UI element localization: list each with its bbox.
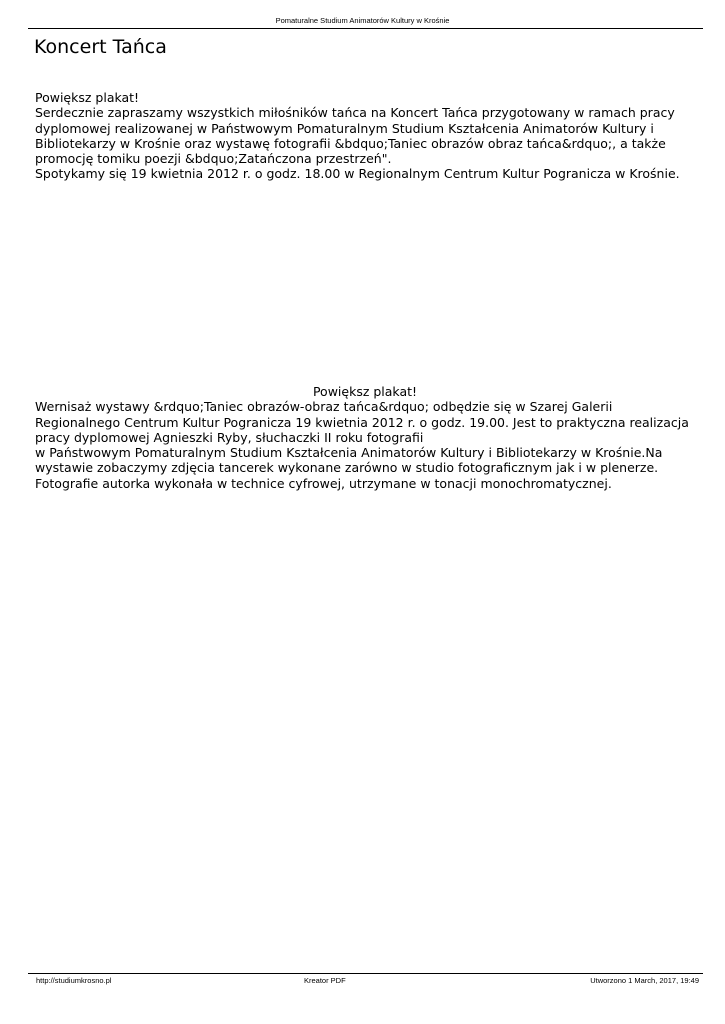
article-section-exhibition xyxy=(35,384,695,491)
paragraph-line: pracy dyplomowej Agnieszki Ryby, słuchaczki II roku fotografii xyxy=(35,429,424,445)
enlarge-poster-link[interactable]: Powiększ plakat! xyxy=(312,384,418,399)
paragraph-line: Serdecznie zapraszamy wszystkich miłośników tańca na Koncert Tańca przygotowany w ramach pracy xyxy=(35,105,675,121)
page-header: Pomaturalne Studium Animatorów Kultury w Krośnie xyxy=(275,16,450,25)
enlarge-poster-link[interactable]: Powiększ plakat! xyxy=(35,90,140,105)
paragraph-line: Bibliotekarzy w Krośnie oraz wystawę fotografii &bdquo;Taniec obrazów obraz tańca&rdquo;, a także xyxy=(35,135,666,151)
article-section-concert xyxy=(35,90,695,182)
footer-site-url[interactable]: http://studiumkrosno.pl xyxy=(36,976,112,985)
footer-created-date: Utworzono 1 March, 2017, 19:49 xyxy=(590,976,699,985)
paragraph-line: Wernisaż wystawy &rdquo;Taniec obrazów-obraz tańca&rdquo; odbędzie się w Szarej Galerii xyxy=(35,399,613,415)
paragraph-line: Fotografie autorka wykonała w technice cyfrowej, utrzymane w tonacji monochromatycznej. xyxy=(35,475,612,491)
paragraph-line: Spotykamy się 19 kwietnia 2012 r. o godz. 18.00 w Regionalnym Centrum Kultur Pogranicza w Krośnie. xyxy=(35,166,680,182)
page-title: Koncert Tańca xyxy=(34,36,167,58)
paragraph-line: promocję tomiku poezji &bdquo;Zatańczona przestrzeń". xyxy=(35,151,392,167)
paragraph-line: Regionalnego Centrum Kultur Pogranicza 19 kwietnia 2012 r. o godz. 19.00. Jest to praktyczna realizacja xyxy=(35,414,689,430)
page-footer xyxy=(36,976,699,986)
header-divider xyxy=(28,28,703,29)
paragraph-line: dyplomowej realizowanej w Państwowym Pomaturalnym Studium Kształcenia Animatorów Kultury i xyxy=(35,120,654,136)
footer-divider xyxy=(28,973,703,974)
footer-generator: Kreator PDF xyxy=(304,976,346,985)
paragraph-line: w Państwowym Pomaturalnym Studium Kształcenia Animatorów Kultury i Bibliotekarzy w Krośnie.Na xyxy=(35,445,663,461)
paragraph-line: wystawie zobaczymy zdjęcia tancerek wykonane zarówno w studio fotograficznym jak i w plenerze. xyxy=(35,460,659,476)
